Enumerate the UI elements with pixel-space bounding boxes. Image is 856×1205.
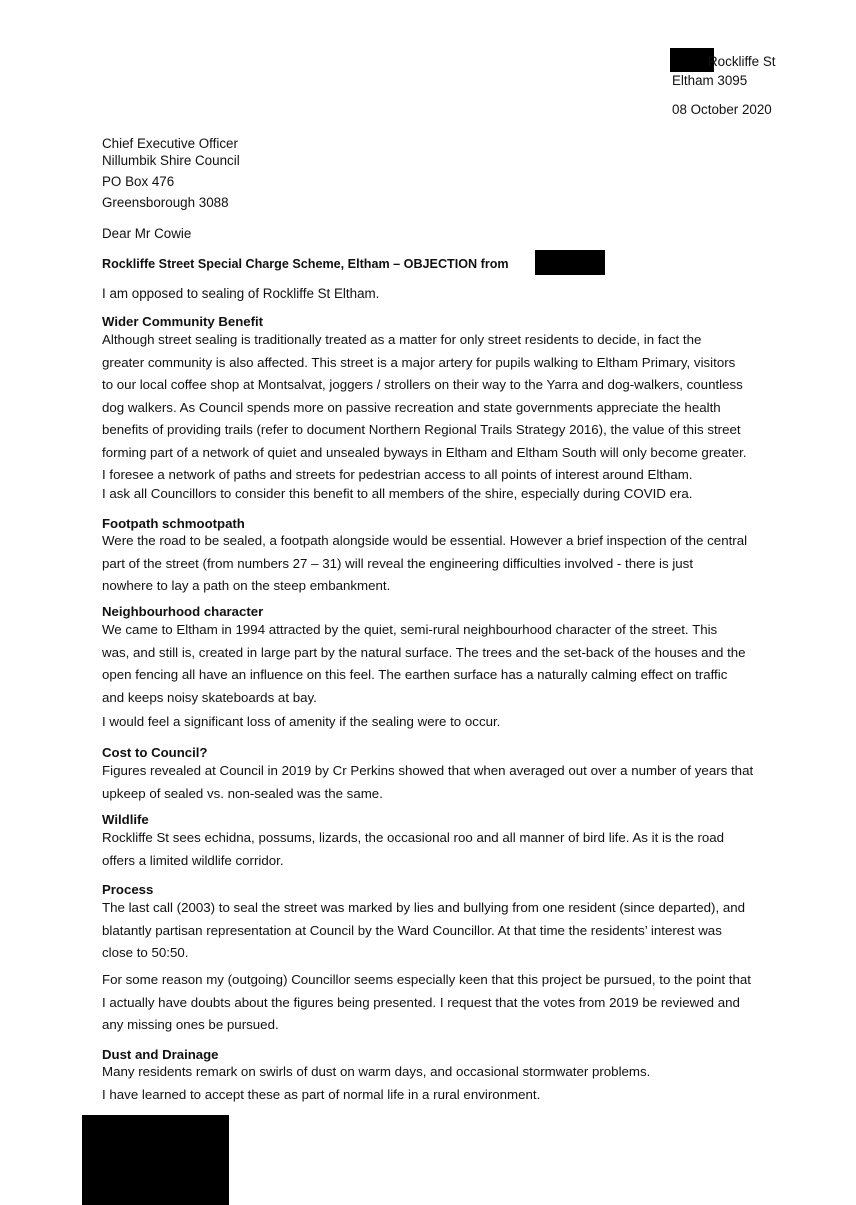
redacted-signature [82, 1115, 229, 1205]
paragraph-line: and keeps noisy skateboards at bay. [102, 689, 317, 705]
heading-dust: Dust and Drainage [102, 1047, 219, 1062]
recipient-title: Chief Executive Officer [102, 136, 238, 151]
intro-statement: I am opposed to sealing of Rockliffe St Eltham. [102, 286, 380, 301]
sender-street: Rockliffe St [708, 54, 776, 69]
paragraph-line: nowhere to lay a path on the steep embankment. [102, 578, 391, 593]
community-request: I ask all Councillors to consider this benefit to all members of the shire, especially during COVID era. [102, 486, 693, 501]
paragraph-line: Although street sealing is traditionally treated as a matter for only street residents to decide, in fact the [102, 332, 702, 347]
paragraph-line: We came to Eltham in 1994 attracted by the quiet, semi-rural neighbourhood character of the street. This [102, 622, 718, 637]
paragraph-line: any missing ones be pursued. [102, 1017, 279, 1032]
process-paragraph [102, 897, 842, 965]
recipient-city: Greensborough 3088 [102, 195, 229, 210]
redacted-sender-name [535, 250, 605, 275]
paragraph-line: to our local coffee shop at Montsalvat, joggers / strollers on their way to the Yarra and dog-walkers, countless [102, 377, 743, 392]
sender-suburb: Eltham 3095 [672, 73, 748, 88]
cost-paragraph [102, 760, 842, 805]
paragraph-line: Figures revealed at Council in 2019 by Cr Perkins showed that when averaged out over a number of years that [102, 763, 754, 778]
paragraph-line: blatantly partisan representation at Council by the Ward Councillor. At that time the residents’ interest was [102, 922, 722, 938]
paragraph-line: dog walkers. As Council spends more on passive recreation and state governments appreciate the health [102, 399, 721, 415]
paragraph-line: greater community is also affected. This street is a major artery for pupils walking to Eltham Primary, visitors [102, 354, 736, 370]
footpath-paragraph [102, 530, 842, 598]
letter-date: 08 October 2020 [672, 102, 772, 117]
paragraph-line: was, and still is, created in large part by the natural surface. The trees and the set-back of the houses and the [102, 644, 746, 660]
paragraph-line: offers a limited wildlife corridor. [102, 852, 284, 868]
heading-footpath: Footpath schmootpath [102, 516, 245, 531]
paragraph-line: open fencing all have an influence on this feel. The earthen surface has a naturally calming effect on traffic [102, 667, 728, 682]
paragraph-line: close to 50:50. [102, 945, 189, 960]
paragraph-line: part of the street (from numbers 27 – 31) will reveal the engineering difficulties involved - there is just [102, 555, 694, 571]
character-paragraph [102, 619, 842, 709]
paragraph-line: benefits of providing trails (refer to document Northern Regional Trails Strategy 2016), the value of this street [102, 422, 741, 437]
wildlife-paragraph [102, 827, 842, 872]
paragraph-line: I foresee a network of paths and streets for pedestrian access to all points of interest around Eltham. [102, 467, 693, 482]
process-paragraph-2 [102, 969, 842, 1037]
community-paragraph [102, 329, 842, 487]
heading-character: Neighbourhood character [102, 604, 264, 619]
paragraph-line: For some reason my (outgoing) Councillor seems especially keen that this project be pursued, to the point that [102, 972, 751, 987]
heading-wildlife: Wildlife [102, 812, 149, 827]
paragraph-line: upkeep of sealed vs. non-sealed was the same. [102, 785, 383, 801]
paragraph-line: forming part of a network of quiet and unsealed byways in Eltham and Eltham South will only become greater. [102, 444, 747, 460]
subject-line: Rockliffe Street Special Charge Scheme, Eltham – OBJECTION from [102, 257, 509, 271]
paragraph-line: Rockliffe St sees echidna, possums, lizards, the occasional roo and all manner of bird life. As it is the road [102, 830, 725, 845]
salutation: Dear Mr Cowie [102, 226, 192, 241]
paragraph-line: The last call (2003) to seal the street was marked by lies and bullying from one resident (since departed), and [102, 900, 746, 915]
paragraph-line: Many residents remark on swirls of dust on warm days, and occasional stormwater problems. [102, 1064, 651, 1079]
recipient-po-box: PO Box 476 [102, 174, 175, 189]
paragraph-line: I have learned to accept these as part of normal life in a rural environment. [102, 1086, 541, 1102]
dust-paragraph [102, 1061, 842, 1106]
character-amenity: I would feel a significant loss of amenity if the sealing were to occur. [102, 714, 501, 729]
paragraph-line: Were the road to be sealed, a footpath alongside would be essential. However a brief inspection of the central [102, 533, 748, 548]
recipient-org: Nillumbik Shire Council [102, 153, 240, 168]
heading-community: Wider Community Benefit [102, 314, 264, 329]
paragraph-line: I actually have doubts about the figures being presented. I request that the votes from 2019 be reviewed and [102, 994, 740, 1010]
heading-cost: Cost to Council? [102, 745, 208, 760]
heading-process: Process [102, 882, 154, 897]
